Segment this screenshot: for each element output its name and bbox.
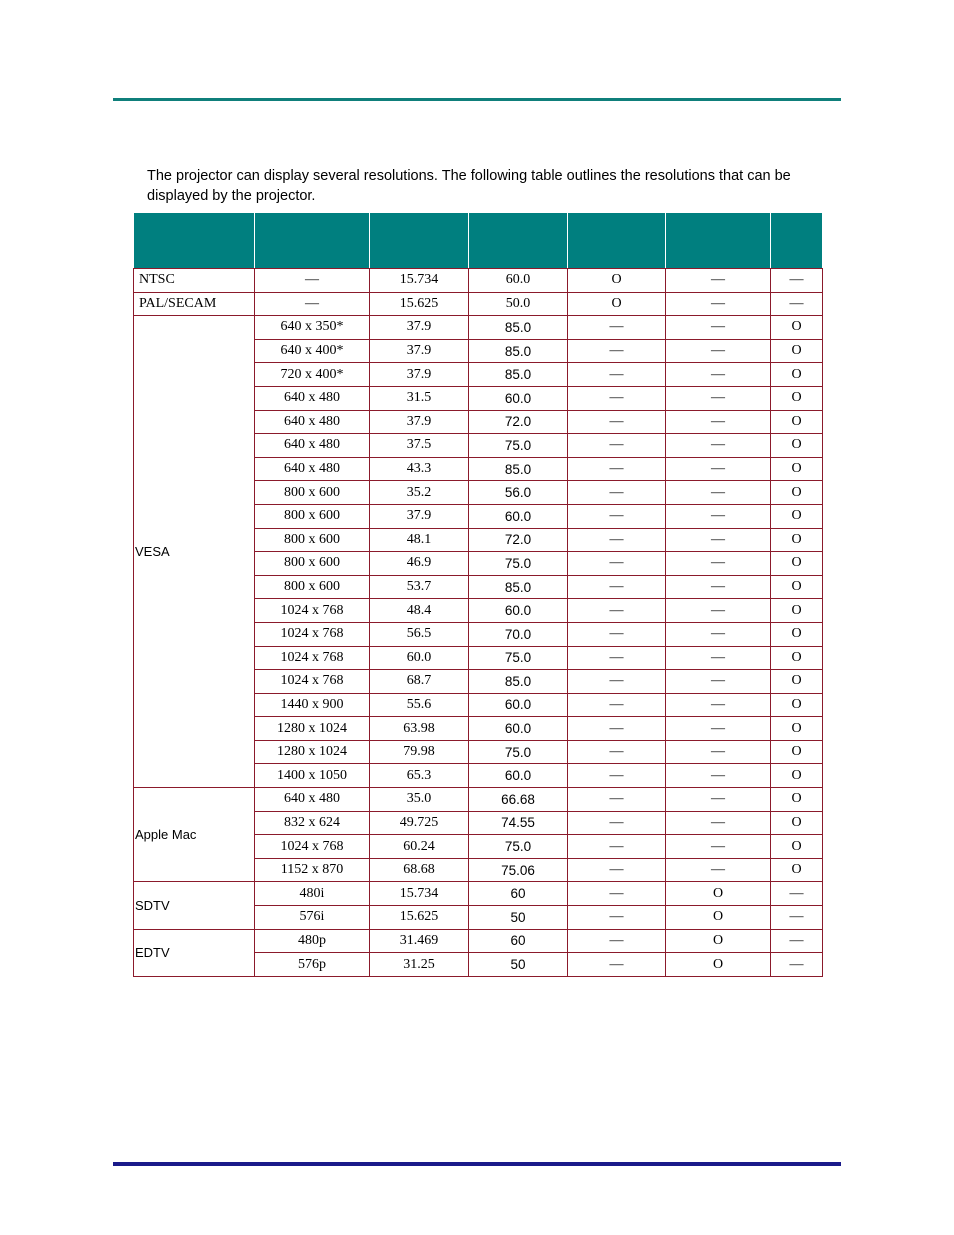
h-sync-cell: 37.9 [370, 410, 469, 434]
h-sync-cell: 37.5 [370, 434, 469, 458]
rgb-cell: O [771, 316, 823, 340]
composite-cell: — [568, 906, 666, 930]
composite-cell: — [568, 599, 666, 623]
h-sync-cell: 15.734 [370, 269, 469, 293]
resolution-cell: — [255, 269, 370, 293]
h-sync-cell: 60.0 [370, 646, 469, 670]
rgb-cell: — [771, 906, 823, 930]
component-cell: — [666, 434, 771, 458]
resolution-cell: 576p [255, 953, 370, 977]
rgb-cell: O [771, 504, 823, 528]
composite-cell: — [568, 622, 666, 646]
resolution-cell: 800 x 600 [255, 504, 370, 528]
v-sync-cell: 85.0 [469, 339, 568, 363]
rgb-cell: O [771, 764, 823, 788]
rgb-cell: — [771, 882, 823, 906]
header-cell-component [666, 213, 771, 269]
composite-cell: — [568, 457, 666, 481]
header-rule [113, 98, 841, 101]
resolution-cell: 800 x 600 [255, 528, 370, 552]
table-row [134, 788, 823, 812]
h-sync-cell: 65.3 [370, 764, 469, 788]
rgb-cell: — [771, 269, 823, 293]
h-sync-cell: 31.25 [370, 953, 469, 977]
resolution-cell: 800 x 600 [255, 575, 370, 599]
component-cell: — [666, 410, 771, 434]
resolution-cell: 1152 x 870 [255, 858, 370, 882]
component-cell: — [666, 269, 771, 293]
composite-cell: — [568, 717, 666, 741]
resolution-cell: 640 x 480 [255, 410, 370, 434]
component-cell: — [666, 717, 771, 741]
resolution-cell: 1400 x 1050 [255, 764, 370, 788]
rgb-cell: O [771, 646, 823, 670]
resolution-cell: 800 x 600 [255, 552, 370, 576]
h-sync-cell: 46.9 [370, 552, 469, 576]
table-row [134, 292, 823, 316]
composite-cell: — [568, 386, 666, 410]
rgb-cell: O [771, 622, 823, 646]
resolution-cell: 1024 x 768 [255, 670, 370, 694]
composite-cell: — [568, 835, 666, 859]
v-sync-cell: 60.0 [469, 386, 568, 410]
resolution-cell: 800 x 600 [255, 481, 370, 505]
component-cell: — [666, 858, 771, 882]
composite-cell: — [568, 339, 666, 363]
h-sync-cell: 35.0 [370, 788, 469, 812]
header-cell-h-sync [370, 213, 469, 269]
h-sync-cell: 48.1 [370, 528, 469, 552]
v-sync-cell: 85.0 [469, 670, 568, 694]
component-cell: — [666, 386, 771, 410]
footer-rule [113, 1162, 841, 1166]
table-row [134, 882, 823, 906]
table-body [134, 269, 823, 977]
table-row [134, 269, 823, 293]
component-cell: — [666, 599, 771, 623]
resolution-table [133, 212, 823, 977]
h-sync-cell: 56.5 [370, 622, 469, 646]
resolution-cell: 480p [255, 929, 370, 953]
component-cell: — [666, 481, 771, 505]
resolution-cell: — [255, 292, 370, 316]
component-cell: — [666, 363, 771, 387]
composite-cell: — [568, 788, 666, 812]
signal-cell: Apple Mac [134, 788, 255, 882]
rgb-cell: O [771, 410, 823, 434]
v-sync-cell: 75.0 [469, 434, 568, 458]
h-sync-cell: 15.734 [370, 882, 469, 906]
v-sync-cell: 85.0 [469, 363, 568, 387]
h-sync-cell: 55.6 [370, 693, 469, 717]
component-cell: — [666, 528, 771, 552]
composite-cell: — [568, 504, 666, 528]
resolution-cell: 640 x 480 [255, 457, 370, 481]
v-sync-cell: 60.0 [469, 764, 568, 788]
resolution-cell: 720 x 400* [255, 363, 370, 387]
component-cell: O [666, 906, 771, 930]
signal-cell: SDTV [134, 882, 255, 929]
v-sync-cell: 60.0 [469, 269, 568, 293]
resolution-cell: 576i [255, 906, 370, 930]
composite-cell: — [568, 552, 666, 576]
v-sync-cell: 75.0 [469, 646, 568, 670]
rgb-cell: O [771, 599, 823, 623]
component-cell: — [666, 788, 771, 812]
v-sync-cell: 56.0 [469, 481, 568, 505]
rgb-cell: O [771, 434, 823, 458]
signal-cell: NTSC [134, 269, 255, 293]
h-sync-cell: 68.7 [370, 670, 469, 694]
rgb-cell: O [771, 858, 823, 882]
component-cell: — [666, 764, 771, 788]
v-sync-cell: 60.0 [469, 504, 568, 528]
component-cell: — [666, 339, 771, 363]
component-cell: — [666, 622, 771, 646]
v-sync-cell: 75.06 [469, 858, 568, 882]
v-sync-cell: 70.0 [469, 622, 568, 646]
rgb-cell: — [771, 292, 823, 316]
resolution-cell: 640 x 350* [255, 316, 370, 340]
header-cell-resolution [255, 213, 370, 269]
rgb-cell: — [771, 953, 823, 977]
composite-cell: O [568, 292, 666, 316]
h-sync-cell: 60.24 [370, 835, 469, 859]
v-sync-cell: 60 [469, 929, 568, 953]
rgb-cell: O [771, 693, 823, 717]
component-cell: O [666, 882, 771, 906]
h-sync-cell: 35.2 [370, 481, 469, 505]
signal-cell: VESA [134, 316, 255, 788]
rgb-cell: O [771, 740, 823, 764]
component-cell: — [666, 292, 771, 316]
v-sync-cell: 66.68 [469, 788, 568, 812]
h-sync-cell: 37.9 [370, 363, 469, 387]
resolution-cell: 640 x 480 [255, 434, 370, 458]
composite-cell: — [568, 811, 666, 835]
resolution-cell: 1280 x 1024 [255, 740, 370, 764]
composite-cell: — [568, 434, 666, 458]
header-cell-composite [568, 213, 666, 269]
v-sync-cell: 75.0 [469, 835, 568, 859]
resolution-cell: 1024 x 768 [255, 622, 370, 646]
v-sync-cell: 60.0 [469, 693, 568, 717]
signal-cell: EDTV [134, 929, 255, 976]
composite-cell: — [568, 740, 666, 764]
h-sync-cell: 37.9 [370, 339, 469, 363]
composite-cell: — [568, 693, 666, 717]
composite-cell: — [568, 646, 666, 670]
resolution-cell: 1024 x 768 [255, 599, 370, 623]
composite-cell: — [568, 481, 666, 505]
rgb-cell: O [771, 552, 823, 576]
intro-paragraph: The projector can display several resolutions. The following table outlines the resolutions that can be displayed by the projector. [147, 168, 791, 204]
v-sync-cell: 50 [469, 953, 568, 977]
component-cell: — [666, 316, 771, 340]
rgb-cell: O [771, 457, 823, 481]
v-sync-cell: 50 [469, 906, 568, 930]
rgb-cell: O [771, 386, 823, 410]
h-sync-cell: 68.68 [370, 858, 469, 882]
composite-cell: — [568, 764, 666, 788]
composite-cell: — [568, 316, 666, 340]
v-sync-cell: 72.0 [469, 528, 568, 552]
rgb-cell: O [771, 339, 823, 363]
component-cell: — [666, 670, 771, 694]
component-cell: — [666, 811, 771, 835]
v-sync-cell: 72.0 [469, 410, 568, 434]
signal-cell: PAL/SECAM [134, 292, 255, 316]
h-sync-cell: 31.5 [370, 386, 469, 410]
table-header [134, 213, 823, 269]
h-sync-cell: 31.469 [370, 929, 469, 953]
header-cell-v-sync [469, 213, 568, 269]
h-sync-cell: 37.9 [370, 504, 469, 528]
composite-cell: — [568, 575, 666, 599]
h-sync-cell: 15.625 [370, 906, 469, 930]
component-cell: — [666, 504, 771, 528]
h-sync-cell: 37.9 [370, 316, 469, 340]
v-sync-cell: 60.0 [469, 717, 568, 741]
table-row [134, 929, 823, 953]
component-cell: — [666, 835, 771, 859]
component-cell: — [666, 693, 771, 717]
composite-cell: — [568, 929, 666, 953]
v-sync-cell: 60 [469, 882, 568, 906]
component-cell: — [666, 457, 771, 481]
rgb-cell: O [771, 481, 823, 505]
rgb-cell: O [771, 835, 823, 859]
v-sync-cell: 50.0 [469, 292, 568, 316]
h-sync-cell: 79.98 [370, 740, 469, 764]
component-cell: O [666, 929, 771, 953]
h-sync-cell: 63.98 [370, 717, 469, 741]
composite-cell: O [568, 269, 666, 293]
h-sync-cell: 48.4 [370, 599, 469, 623]
v-sync-cell: 75.0 [469, 552, 568, 576]
resolution-cell: 1280 x 1024 [255, 717, 370, 741]
rgb-cell: O [771, 575, 823, 599]
composite-cell: — [568, 528, 666, 552]
composite-cell: — [568, 670, 666, 694]
composite-cell: — [568, 410, 666, 434]
h-sync-cell: 43.3 [370, 457, 469, 481]
resolution-cell: 1440 x 900 [255, 693, 370, 717]
rgb-cell: O [771, 717, 823, 741]
header-cell-rgb [771, 213, 823, 269]
header-cell-signal [134, 213, 255, 269]
composite-cell: — [568, 363, 666, 387]
resolution-cell: 1024 x 768 [255, 646, 370, 670]
rgb-cell: O [771, 528, 823, 552]
rgb-cell: O [771, 363, 823, 387]
resolution-cell: 640 x 480 [255, 788, 370, 812]
v-sync-cell: 74.55 [469, 811, 568, 835]
component-cell: O [666, 953, 771, 977]
h-sync-cell: 53.7 [370, 575, 469, 599]
composite-cell: — [568, 858, 666, 882]
table-row [134, 316, 823, 340]
component-cell: — [666, 575, 771, 599]
resolution-cell: 832 x 624 [255, 811, 370, 835]
resolution-cell: 640 x 400* [255, 339, 370, 363]
h-sync-cell: 15.625 [370, 292, 469, 316]
v-sync-cell: 85.0 [469, 316, 568, 340]
resolution-cell: 480i [255, 882, 370, 906]
composite-cell: — [568, 882, 666, 906]
composite-cell: — [568, 953, 666, 977]
component-cell: — [666, 552, 771, 576]
v-sync-cell: 75.0 [469, 740, 568, 764]
rgb-cell: — [771, 929, 823, 953]
v-sync-cell: 85.0 [469, 575, 568, 599]
rgb-cell: O [771, 788, 823, 812]
resolution-cell: 640 x 480 [255, 386, 370, 410]
component-cell: — [666, 646, 771, 670]
rgb-cell: O [771, 670, 823, 694]
component-cell: — [666, 740, 771, 764]
resolution-cell: 1024 x 768 [255, 835, 370, 859]
v-sync-cell: 85.0 [469, 457, 568, 481]
rgb-cell: O [771, 811, 823, 835]
h-sync-cell: 49.725 [370, 811, 469, 835]
v-sync-cell: 60.0 [469, 599, 568, 623]
